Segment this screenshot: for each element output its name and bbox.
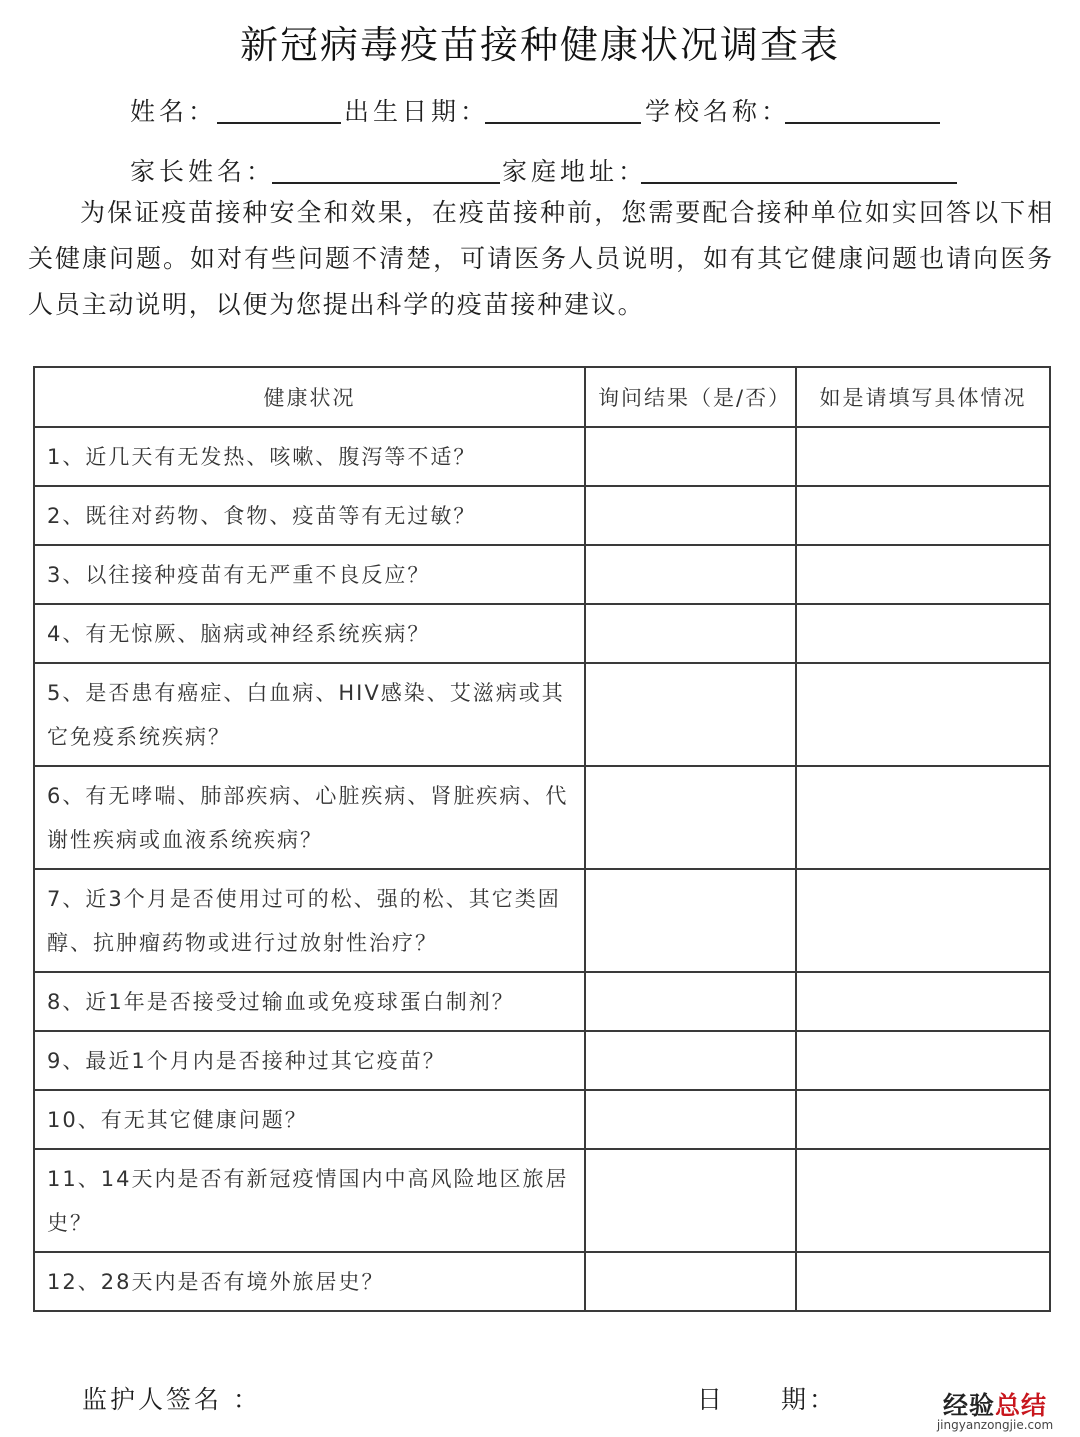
birth-date-label: 出生日期： (344, 97, 490, 126)
site-watermark (920, 1386, 1070, 1432)
answer-cell[interactable] (585, 427, 796, 486)
answer-cell[interactable] (585, 766, 796, 869)
table-row (34, 427, 1050, 486)
parent-name-field[interactable] (272, 146, 500, 184)
question-cell: 10、有无其它健康问题？ (34, 1090, 585, 1149)
details-cell[interactable] (796, 766, 1050, 869)
details-cell[interactable] (796, 1031, 1050, 1090)
school-name-field[interactable] (785, 86, 940, 124)
guardian-signature-label: 监护人签名 ： (82, 1385, 261, 1414)
details-cell[interactable] (796, 604, 1050, 663)
question-cell: 7、近3个月是否使用过可的松、强的松、其它类固醇、抗肿瘤药物或进行过放射性治疗？ (34, 869, 585, 972)
details-cell[interactable] (796, 972, 1050, 1031)
table-row (34, 869, 1050, 972)
table-row (34, 663, 1050, 766)
date-label: 日 期： (697, 1385, 838, 1414)
answer-cell[interactable] (585, 1149, 796, 1252)
answer-cell[interactable] (585, 545, 796, 604)
answer-cell[interactable] (585, 1031, 796, 1090)
details-cell[interactable] (796, 1149, 1050, 1252)
table-row (34, 1149, 1050, 1252)
watermark-url: jingyanzongjie.com (936, 1418, 1054, 1432)
table-row (34, 1090, 1050, 1149)
header-answer: 询问结果（是/否） (585, 367, 796, 427)
question-cell: 5、是否患有癌症、白血病、HIV感染、艾滋病或其它免疫系统疾病？ (34, 663, 585, 766)
table-row (34, 972, 1050, 1031)
health-questionnaire-table (33, 366, 1051, 1312)
birth-date-field[interactable] (485, 86, 641, 124)
question-cell: 8、近1年是否接受过输血或免疫球蛋白制剂？ (34, 972, 585, 1031)
question-cell: 3、以往接种疫苗有无严重不良反应？ (34, 545, 585, 604)
question-cell: 9、最近1个月内是否接种过其它疫苗？ (34, 1031, 585, 1090)
question-cell: 1、近几天有无发热、咳嗽、腹泻等不适？ (34, 427, 585, 486)
student-info-row (0, 86, 1080, 130)
table-row (34, 604, 1050, 663)
parent-name-label: 家长姓名： (130, 157, 276, 186)
answer-cell[interactable] (585, 604, 796, 663)
details-cell[interactable] (796, 486, 1050, 545)
details-cell[interactable] (796, 1252, 1050, 1311)
details-cell[interactable] (796, 427, 1050, 486)
table-row (34, 486, 1050, 545)
answer-cell[interactable] (585, 972, 796, 1031)
details-cell[interactable] (796, 545, 1050, 604)
address-label: 家庭地址： (502, 157, 648, 186)
answer-cell[interactable] (585, 486, 796, 545)
header-health-status: 健康状况 (34, 367, 585, 427)
header-details: 如是请填写具体情况 (796, 367, 1050, 427)
watermark-text-black: 经验 (942, 1391, 995, 1420)
address-field[interactable] (641, 146, 957, 184)
question-cell: 6、有无哮喘、肺部疾病、心脏疾病、肾脏疾病、代谢性疾病或血液系统疾病？ (34, 766, 585, 869)
question-cell: 12、28天内是否有境外旅居史？ (34, 1252, 585, 1311)
question-cell: 11、14天内是否有新冠疫情国内中高风险地区旅居史？ (34, 1149, 585, 1252)
name-label: 姓名： (130, 97, 218, 126)
table-row (34, 1031, 1050, 1090)
answer-cell[interactable] (585, 869, 796, 972)
watermark-logo (920, 1386, 1070, 1422)
school-name-label: 学校名称： (645, 97, 791, 126)
table-row (34, 766, 1050, 869)
answer-cell[interactable] (585, 1090, 796, 1149)
details-cell[interactable] (796, 869, 1050, 972)
form-title: 新冠病毒疫苗接种健康状况调查表 (239, 23, 840, 67)
answer-cell[interactable] (585, 663, 796, 766)
family-info-row (0, 146, 1080, 190)
details-cell[interactable] (796, 1090, 1050, 1149)
table-row (34, 545, 1050, 604)
details-cell[interactable] (796, 663, 1050, 766)
name-field[interactable] (217, 86, 341, 124)
answer-cell[interactable] (585, 1252, 796, 1311)
table-header-row (34, 367, 1050, 427)
question-cell: 2、既往对药物、食物、疫苗等有无过敏？ (34, 486, 585, 545)
question-cell: 4、有无惊厥、脑病或神经系统疾病？ (34, 604, 585, 663)
watermark-text-red: 总结 (995, 1391, 1048, 1420)
table-row (34, 1252, 1050, 1311)
intro-paragraph: 为保证疫苗接种安全和效果，在疫苗接种前，您需要配合接种单位如实回答以下相关健康问题。如对有些问题不清楚，可请医务人员说明，如有其它健康问题也请向医务人员主动说明，以便为您提出科学的疫苗接种建议。 (28, 198, 1054, 319)
